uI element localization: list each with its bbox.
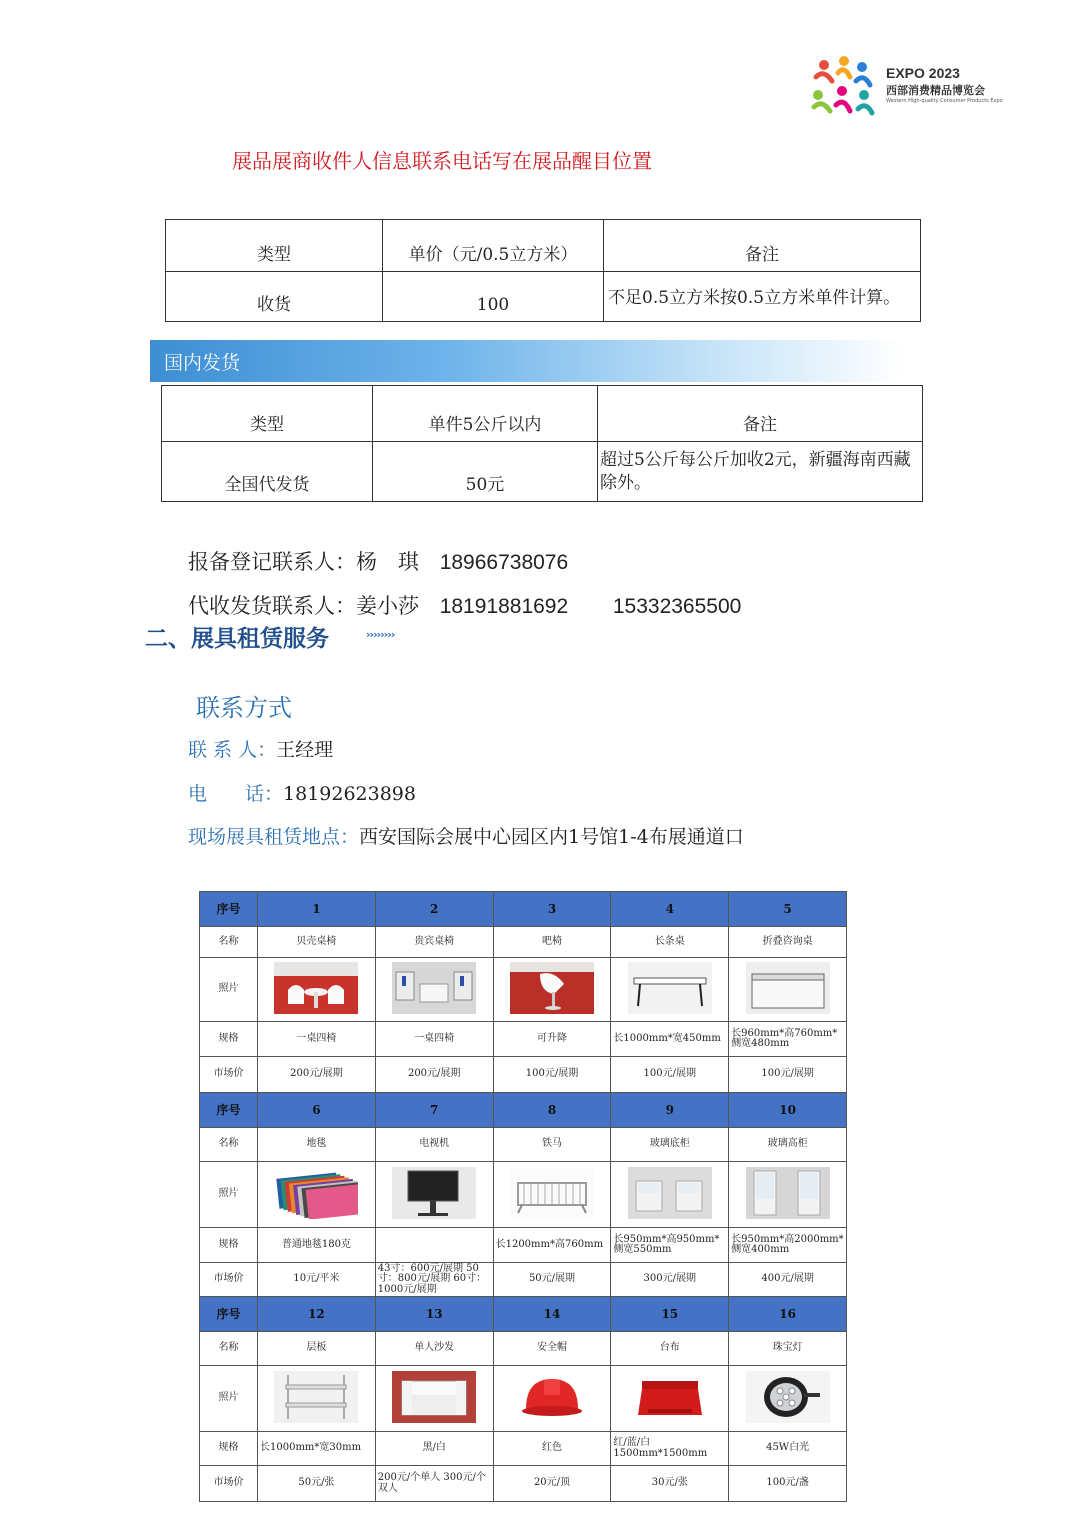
catalog-photo-cell (729, 1366, 847, 1432)
catalog-item-no: 6 (258, 1093, 376, 1128)
catalog-item-spec: 45W白光 (729, 1432, 847, 1466)
receive-header-price: 单价（元/0.5立方米） (383, 220, 604, 272)
receive-header-note: 备注 (604, 220, 921, 272)
barrier-photo (510, 1167, 594, 1223)
catalog-item-no: 2 (375, 892, 493, 927)
tablecloth-photo (628, 1371, 712, 1427)
catalog-item-no: 3 (493, 892, 611, 927)
jewelry-lamp-photo (746, 1371, 830, 1427)
catalog-row-price (200, 1057, 847, 1093)
catalog-row-label: 照片 (200, 1162, 258, 1228)
catalog-photo-cell (493, 1366, 611, 1432)
catalog-item-price: 43寸：600元/展期 50寸：800元/展期 60寸：1000元/展期 (375, 1263, 493, 1297)
catalog-item-name: 地毯 (258, 1128, 376, 1162)
catalog-row-price (200, 1466, 847, 1502)
rental-catalog-table (199, 891, 847, 1502)
catalog-item-price: 200元/个单人 300元/个双人 (375, 1466, 493, 1502)
receive-type: 收货 (166, 272, 383, 322)
catalog-item-price: 100元/盏 (729, 1466, 847, 1502)
recipient-note: 展品展商收件人信息联系电话写在展品醒目位置 (232, 149, 652, 173)
catalog-item-no: 8 (493, 1093, 611, 1128)
catalog-item-spec: 长960mm*高760mm*侧宽480mm (729, 1022, 847, 1057)
catalog-item-price: 30元/张 (611, 1466, 729, 1502)
catalog-item-spec: 长1200mm*高760mm (493, 1228, 611, 1263)
catalog-photo-cell (258, 1162, 376, 1228)
registration-contact-label: 报备登记联系人：杨 琪 (188, 550, 419, 574)
shipping-contact-label: 代收发货联系人：姜小莎 (188, 594, 419, 618)
catalog-item-no: 15 (611, 1297, 729, 1332)
receive-price: 100 (383, 272, 604, 322)
catalog-item-spec: 黑/白 (375, 1432, 493, 1466)
catalog-row-no (200, 1093, 847, 1128)
catalog-row-no (200, 892, 847, 927)
receive-note: 不足0.5立方米按0.5立方米单件计算。 (604, 272, 921, 322)
catalog-row-photo (200, 1366, 847, 1432)
catalog-item-name: 单人沙发 (375, 1332, 493, 1366)
domestic-shipping-title: 国内发货 (164, 352, 241, 374)
catalog-item-price: 20元/顶 (493, 1466, 611, 1502)
glass-tall-cabinet-photo (746, 1167, 830, 1223)
glass-low-cabinet-photo (628, 1167, 712, 1223)
catalog-row-label: 市场价 (200, 1466, 258, 1502)
catalog-item-no: 7 (375, 1093, 493, 1128)
catalog-item-price: 100元/展期 (729, 1057, 847, 1093)
catalog-photo-cell (258, 958, 376, 1022)
catalog-item-no: 13 (375, 1297, 493, 1332)
catalog-item-spec: 一桌四椅 (258, 1022, 376, 1057)
catalog-item-spec: 可升降 (493, 1022, 611, 1057)
catalog-row-label: 名称 (200, 1332, 258, 1366)
catalog-item-price: 100元/展期 (493, 1057, 611, 1093)
catalog-row-label: 照片 (200, 1366, 258, 1432)
catalog-item-name: 珠宝灯 (729, 1332, 847, 1366)
catalog-item-price: 10元/平米 (258, 1263, 376, 1297)
section-title: 二、展具租赁服务 (145, 625, 329, 652)
contact-phone (188, 779, 416, 806)
catalog-item-price: 100元/展期 (611, 1057, 729, 1093)
catalog-item-no: 9 (611, 1093, 729, 1128)
registration-phone: 18966738076 (439, 551, 569, 574)
shipping-contact (188, 590, 741, 620)
logo-cn: 西部消费精品博览会 (886, 84, 985, 97)
catalog-row-label: 序号 (200, 1093, 258, 1128)
catalog-item-price: 300元/展期 (611, 1263, 729, 1297)
catalog-item-no: 10 (729, 1093, 847, 1128)
catalog-row-spec (200, 1228, 847, 1263)
catalog-item-name: 层板 (258, 1332, 376, 1366)
catalog-row-name (200, 1128, 847, 1162)
catalog-row-label: 市场价 (200, 1263, 258, 1297)
catalog-photo-cell (611, 1162, 729, 1228)
chevrons-icon: ›››››››› (366, 628, 395, 641)
catalog-row-photo (200, 958, 847, 1022)
expo-logo (810, 55, 1010, 117)
catalog-photo-cell (375, 958, 493, 1022)
catalog-item-spec: 长1000mm*宽450mm (611, 1022, 729, 1057)
shipping-fee-table (161, 385, 923, 502)
catalog-photo-cell (729, 1162, 847, 1228)
catalog-item-name: 折叠咨询桌 (729, 927, 847, 958)
contact-phone-value: 18192623898 (283, 783, 416, 805)
ship-type: 全国代发货 (162, 442, 373, 502)
catalog-row-name (200, 1332, 847, 1366)
domestic-shipping-bar (150, 340, 902, 382)
catalog-row-photo (200, 1162, 847, 1228)
catalog-item-name: 台布 (611, 1332, 729, 1366)
catalog-photo-cell (375, 1366, 493, 1432)
rental-location-value: 西安国际会展中心园区内1号馆1-4布展通道口 (359, 826, 744, 848)
ship-header-type: 类型 (162, 386, 373, 442)
catalog-photo-cell (375, 1162, 493, 1228)
shelf-photo (274, 1371, 358, 1427)
sofa-photo (392, 1371, 476, 1427)
catalog-item-spec: 长950mm*高2000mm*侧宽400mm (729, 1228, 847, 1263)
ship-header-weight: 单件5公斤以内 (373, 386, 598, 442)
receive-header-type: 类型 (166, 220, 383, 272)
registration-contact (188, 546, 568, 576)
catalog-row-price (200, 1263, 847, 1297)
catalog-item-name: 玻璃底柜 (611, 1128, 729, 1162)
ship-note: 超过5公斤每公斤加收2元，新疆海南西藏除外。 (598, 442, 923, 502)
catalog-item-spec (375, 1228, 493, 1263)
catalog-item-no: 14 (493, 1297, 611, 1332)
catalog-photo-cell (729, 958, 847, 1022)
receive-fee-table (165, 219, 921, 322)
vip-table-chairs-photo (392, 962, 476, 1018)
catalog-item-spec: 一桌四椅 (375, 1022, 493, 1057)
catalog-item-name: 吧椅 (493, 927, 611, 958)
shell-table-chairs-photo (274, 962, 358, 1018)
catalog-photo-cell (493, 1162, 611, 1228)
catalog-row-spec (200, 1432, 847, 1466)
catalog-photo-cell (258, 1366, 376, 1432)
catalog-item-spec: 红色 (493, 1432, 611, 1466)
catalog-row-label: 名称 (200, 927, 258, 958)
catalog-row-spec (200, 1022, 847, 1057)
catalog-item-price: 400元/展期 (729, 1263, 847, 1297)
catalog-item-name: 玻璃高柜 (729, 1128, 847, 1162)
catalog-item-name: 贵宾桌椅 (375, 927, 493, 958)
catalog-item-price: 200元/展期 (375, 1057, 493, 1093)
contact-phone-label: 电 话： (188, 783, 284, 805)
catalog-photo-cell (611, 1366, 729, 1432)
catalog-item-no: 5 (729, 892, 847, 927)
catalog-row-label: 照片 (200, 958, 258, 1022)
catalog-item-name: 贝壳桌椅 (258, 927, 376, 958)
ship-header-note: 备注 (598, 386, 923, 442)
contact-person-label: 联 系 人： (188, 739, 277, 761)
catalog-photo-cell (493, 958, 611, 1022)
tv-photo (392, 1167, 476, 1223)
catalog-row-label: 序号 (200, 1297, 258, 1332)
catalog-row-name (200, 927, 847, 958)
contact-method-title: 联系方式 (196, 694, 292, 722)
catalog-row-label: 序号 (200, 892, 258, 927)
logo-en: EXPO 2023 (886, 65, 960, 81)
catalog-item-spec: 长1000mm*宽30mm (258, 1432, 376, 1466)
catalog-row-label: 规格 (200, 1432, 258, 1466)
catalog-item-price: 50元/展期 (493, 1263, 611, 1297)
catalog-item-no: 1 (258, 892, 376, 927)
long-table-photo (628, 962, 712, 1018)
helmet-photo (510, 1371, 594, 1427)
contact-person-value: 王经理 (276, 739, 334, 761)
catalog-item-spec: 普通地毯180克 (258, 1228, 376, 1263)
catalog-row-label: 名称 (200, 1128, 258, 1162)
rental-location (188, 822, 744, 849)
catalog-item-no: 16 (729, 1297, 847, 1332)
folding-desk-photo (746, 962, 830, 1018)
catalog-item-price: 200元/展期 (258, 1057, 376, 1093)
catalog-item-name: 安全帽 (493, 1332, 611, 1366)
catalog-item-spec: 长950mm*高950mm*侧宽550mm (611, 1228, 729, 1263)
catalog-item-name: 铁马 (493, 1128, 611, 1162)
catalog-item-spec: 红/蓝/白 1500mm*1500mm (611, 1432, 729, 1466)
ship-price: 50元 (373, 442, 598, 502)
catalog-row-label: 市场价 (200, 1057, 258, 1093)
catalog-row-no (200, 1297, 847, 1332)
catalog-row-label: 规格 (200, 1022, 258, 1057)
shipping-phone-2: 15332365500 (612, 595, 742, 618)
logo-sub: Western High-quality Consumer Products Expo (886, 98, 1003, 104)
catalog-item-name: 电视机 (375, 1128, 493, 1162)
catalog-photo-cell (611, 958, 729, 1022)
catalog-row-label: 规格 (200, 1228, 258, 1263)
catalog-item-no: 12 (258, 1297, 376, 1332)
catalog-item-price: 50元/张 (258, 1466, 376, 1502)
bar-chair-photo (510, 962, 594, 1018)
shipping-phone-1: 18191881692 (439, 595, 569, 618)
expo-logo-icon (810, 55, 882, 117)
contact-person (188, 735, 333, 762)
catalog-item-no: 4 (611, 892, 729, 927)
catalog-item-name: 长条桌 (611, 927, 729, 958)
rental-location-label: 现场展具租赁地点： (188, 826, 360, 848)
carpet-photo (274, 1167, 358, 1223)
